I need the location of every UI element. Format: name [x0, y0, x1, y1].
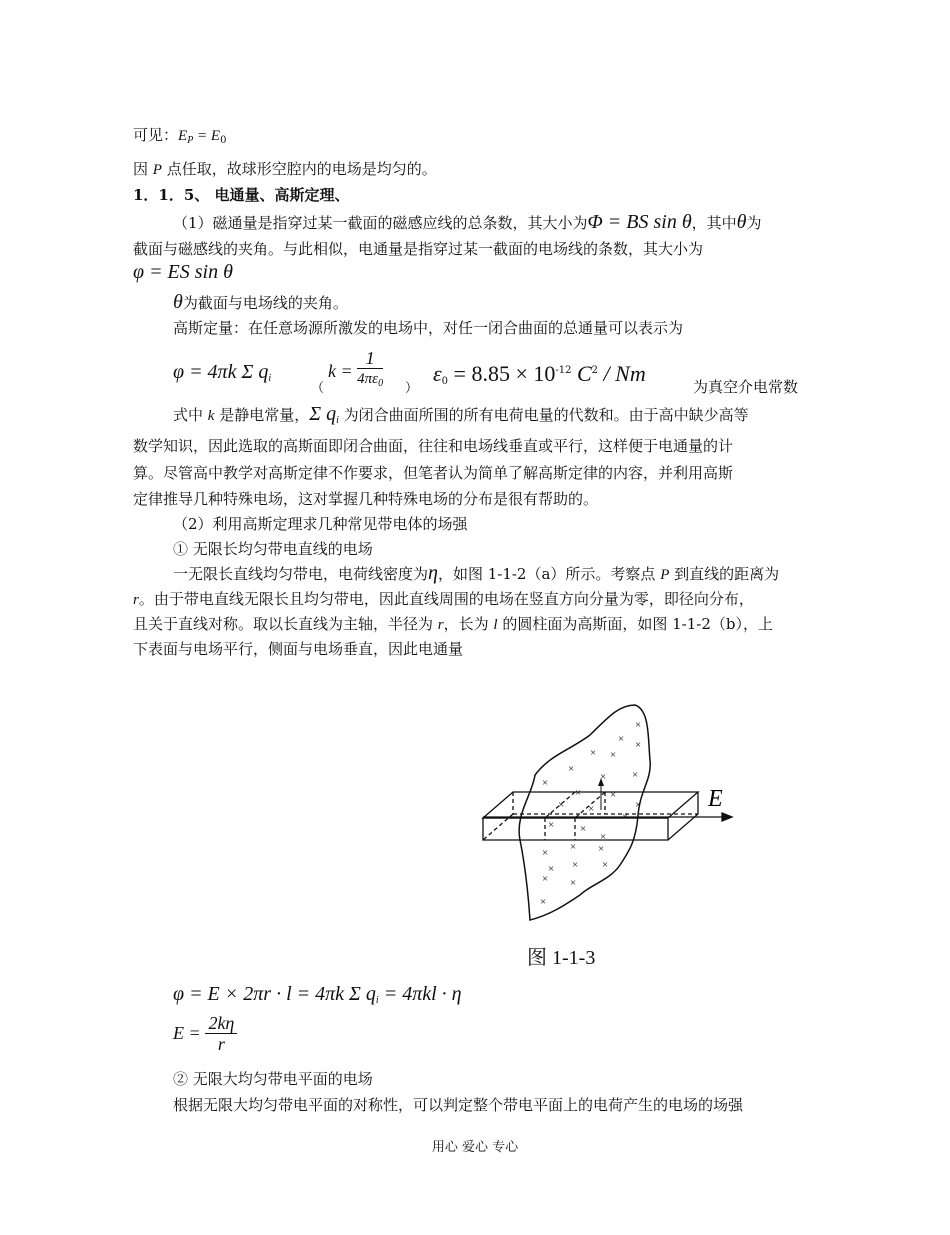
text: 式中 [173, 406, 208, 424]
conclusion-line [133, 123, 833, 153]
charge-mark: × [542, 777, 549, 789]
charge-mark: × [570, 877, 577, 889]
charge-mark: × [542, 847, 549, 859]
charge-mark: × [610, 789, 617, 801]
var-eta: η [428, 562, 438, 584]
text: 因 [133, 160, 153, 178]
gaussian-box [483, 792, 698, 840]
charge-mark: × [540, 896, 547, 908]
paragraph-line: 截面与磁感线的夹角。与此相似，电通量是指穿过某一截面的电场线的条数，其大小为 [133, 240, 704, 258]
charge-mark: × [635, 799, 642, 811]
equation-magnetic-flux: Φ = BS sin θ [587, 211, 692, 233]
paragraph-line: 下表面与电场平行，侧面与电场垂直，因此电通量 [133, 640, 464, 658]
eps-unit: C [571, 361, 592, 386]
k-denominator [357, 369, 383, 394]
paragraph-line [173, 210, 873, 236]
equation-epsilon [433, 358, 646, 394]
paragraph-line: 算。尽管高中教学对高斯定律不作要求，但笔者认为简单了解高斯定律的内容，并利用高斯 [133, 464, 734, 482]
gauss-equation-line [173, 348, 873, 398]
field-label-e: E [708, 786, 723, 812]
text: 的圆柱面为高斯面，如图 1-1-2（b），上 [497, 615, 773, 633]
paragraph-line: 数学知识，因此选取的高斯面即闭合曲面，往往和电场线垂直或平行，这样便于电通量的计 [133, 437, 734, 455]
var-p: P [152, 162, 162, 178]
text: 且关于直线对称。取以长直线为主轴，半径为 [133, 615, 438, 633]
text: 到直线的距离为 [669, 565, 780, 583]
paragraph-line [133, 587, 833, 613]
charge-mark: × [618, 733, 625, 745]
charge-mark: × [632, 769, 639, 781]
gauss-lhs: φ = 4πk Σ q [173, 361, 269, 383]
figure-gauss-surface [470, 700, 760, 930]
charged-surface-outline [519, 705, 650, 920]
k-lhs: k = [328, 360, 353, 381]
paragraph-line: 根据无限大均匀带电平面的对称性，可以判定整个带电平面上的电荷产生的电场的场强 [173, 1096, 744, 1114]
k-numerator: 1 [357, 348, 383, 369]
paragraph-line [173, 561, 873, 588]
text: 为 [746, 214, 762, 232]
charge-mark: × [600, 771, 607, 783]
paragraph-line [173, 290, 873, 316]
eq2-denominator: r [217, 1034, 225, 1054]
text: 为闭合曲面所围的所有电荷电量的代数和。由于高中缺少高等 [338, 406, 749, 424]
k-fraction [357, 348, 383, 394]
paragraph-line: ② 无限大均匀带电平面的电场 [173, 1070, 373, 1088]
paragraph-line: ① 无限长均匀带电直线的电场 [173, 540, 373, 558]
superscript: 2 [591, 365, 599, 376]
charge-mark: × [598, 843, 605, 855]
text: ，如图 1-1-2（a）所示。考察点 [437, 565, 661, 583]
paragraph-line [133, 260, 833, 286]
text: ，长为 [443, 615, 494, 633]
charge-mark: × [568, 763, 575, 775]
eps-unit-2: / Nm [598, 361, 646, 386]
equation-gauss [173, 360, 271, 391]
charge-mark: × [635, 719, 642, 731]
subscript: 0 [441, 376, 449, 387]
paragraph-line [133, 612, 833, 638]
subscript: i [268, 373, 272, 384]
section-heading: 1．1．5、 电通量、高斯定理、 [133, 186, 350, 204]
figure-caption: 图 1-1-3 [527, 947, 596, 969]
page-footer: 用心 爱心 专心 [431, 1140, 519, 1155]
charge-mark: × [548, 863, 555, 875]
var-r: r [437, 617, 444, 633]
k-den-text: 4πε [357, 371, 379, 387]
text: （1）磁通量是指穿过某一截面的磁感应线的总条数，其大小为 [173, 214, 588, 232]
paragraph-line [173, 402, 873, 433]
charge-mark: × [610, 749, 617, 761]
equation-k-def [328, 348, 383, 394]
equation-rhs: = E [193, 128, 221, 144]
charge-mark: × [590, 747, 597, 759]
subscript: 0 [378, 378, 384, 389]
eps-value: = 8.85 × 10 [448, 361, 556, 386]
var-p: P [660, 567, 670, 583]
text-prefix: 可见： [133, 126, 179, 144]
var-theta: θ [173, 291, 183, 313]
equation-flux-line: φ = E × 2πr · l = 4πk Σ q [173, 983, 376, 1005]
paragraph-line: 高斯定量：在任意场源所激发的电场中，对任一闭合曲面的总通量可以表示为 [173, 319, 684, 337]
charge-mark: × [635, 739, 642, 751]
eq2-numerator: 2kη [205, 1013, 237, 1034]
equation-electric-flux: φ = ES sin θ [133, 261, 233, 283]
charge-mark: × [558, 799, 565, 811]
var-r: r [133, 592, 139, 608]
charge-mark: × [600, 831, 607, 843]
equation-ep: E [178, 128, 188, 144]
eps-symbol: ε [433, 361, 442, 386]
charge-mark: × [542, 873, 549, 885]
equation-line [173, 1013, 873, 1063]
text: 是静电常量， [214, 406, 310, 424]
subscript: P [187, 135, 194, 146]
text: ，其中 [691, 214, 737, 232]
subscript: i [336, 415, 339, 426]
paren-right: ） [405, 381, 419, 396]
charge-mark: × [580, 823, 587, 835]
subscript: 0 [220, 135, 227, 146]
text: 一无限长直线均匀带电，电荷线密度为 [173, 565, 429, 583]
charge-mark: × [622, 811, 629, 823]
var-theta: θ [736, 211, 747, 233]
charge-mark: × [572, 859, 579, 871]
text: 。由于带电直线无限长且均匀带电，因此直线周围的电场在竖直方向分量为零，即径向分布， [138, 590, 754, 608]
charge-mark: × [602, 859, 609, 871]
paragraph-line: （2）利用高斯定理求几种常见带电体的场强 [173, 515, 468, 533]
equation-line [173, 982, 873, 1013]
text: 点任取，故球形空腔内的电场是均匀的。 [161, 160, 437, 178]
charge-mark: × [570, 841, 577, 853]
equation-flux-rhs: = 4πkl · η [378, 983, 462, 1005]
paragraph-line [133, 157, 833, 183]
eps-description: 为真空介电常数 [693, 378, 799, 396]
subscript: i [375, 995, 379, 1006]
paren-left: （ [311, 381, 325, 396]
var-k: k [207, 408, 215, 424]
text: 为截面与电场线的夹角。 [182, 294, 348, 312]
eq2-lhs: E = [173, 1023, 201, 1043]
charge-mark: × [548, 819, 555, 831]
var-l: l [493, 617, 498, 633]
charge-mark: × [588, 803, 595, 815]
paragraph-line: 定律推导几种特殊电场，这对掌握几种特殊电场的分布是很有帮助的。 [133, 490, 599, 508]
sum-q: Σ q [309, 403, 337, 425]
charge-mark: × [575, 787, 582, 799]
superscript: -12 [555, 365, 572, 376]
eq2-fraction [205, 1013, 237, 1054]
